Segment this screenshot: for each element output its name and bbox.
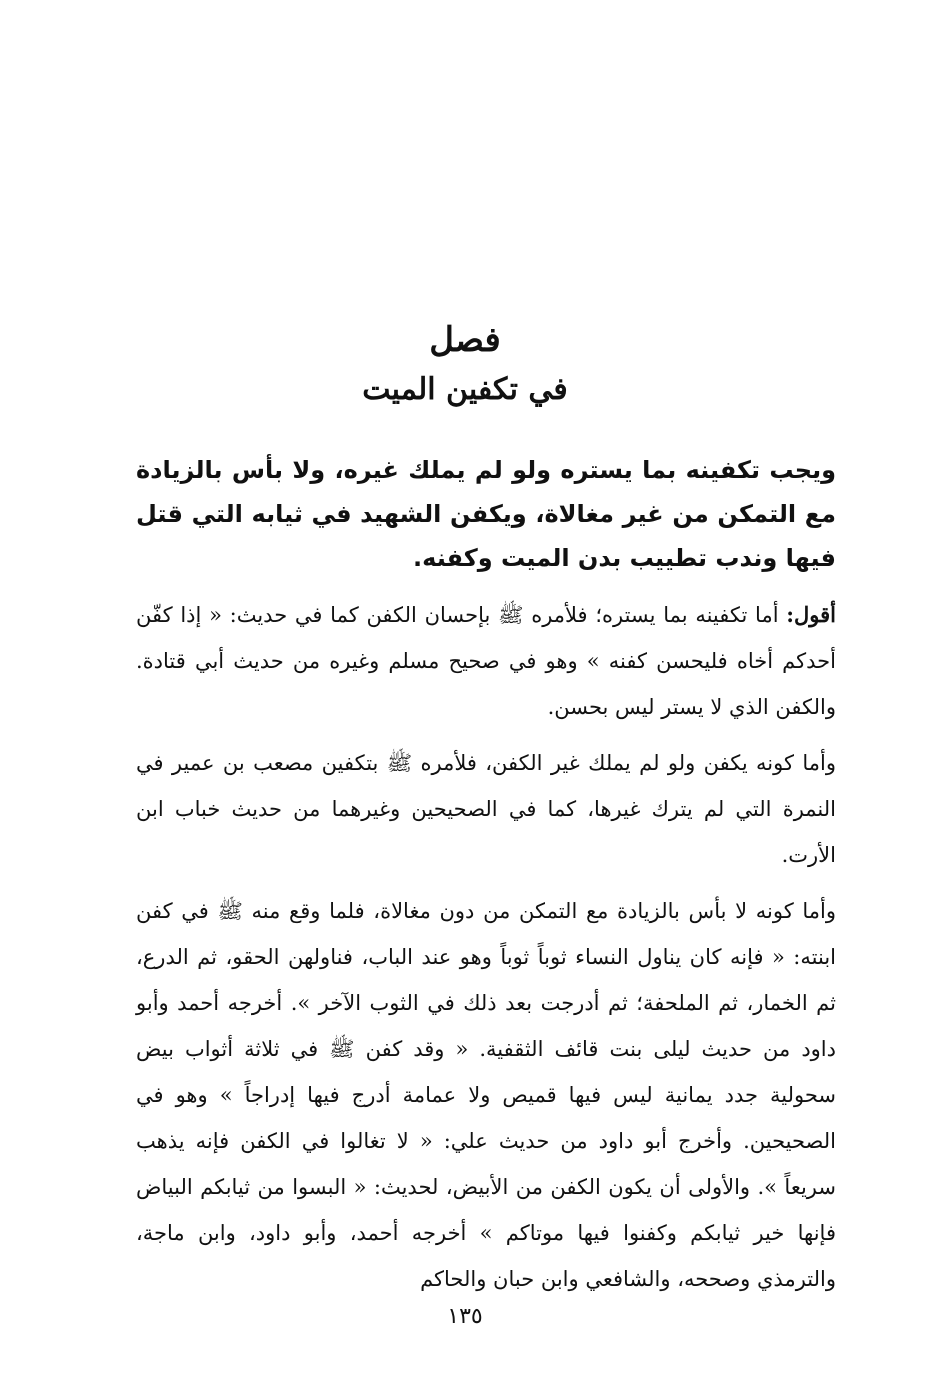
commentary-text: أما تكفينه بما يستره؛ فلأمره ﷺ بإحسان الكفن كما في حديث: « إذا كفّن أحدكم أخاه فليحسن كفنه » وهو في صحيح مسلم وغيره من حديث أبي قتادة. والكفن الذي لا يستر ليس بحسن. bbox=[136, 603, 836, 719]
section-subtitle: في تكفين الميت bbox=[362, 372, 568, 407]
commentary-paragraph bbox=[136, 592, 836, 730]
commentary-paragraph bbox=[136, 740, 836, 878]
commentary bbox=[136, 592, 836, 1312]
commentary-paragraph bbox=[136, 888, 836, 1302]
section-title: فصل bbox=[429, 320, 501, 360]
page-number: ١٣٥ bbox=[447, 1304, 483, 1329]
main-text: ويجب تكفينه بما يستره ولو لم يملك غيره، ولا بأس بالزيادة مع التمكن من غير مغالاة، ويكفن الشهيد في ثيابه التي قتل فيها وندب تطييب بدن الميت وكفنه. bbox=[136, 456, 836, 572]
commentary-text: وأما كونه يكفن ولو لم يملك غير الكفن، فلأمره ﷺ بتكفين مصعب بن عمير في النمرة التي لم يترك غيرها، كما في الصحيحين وغيرهما من حديث خباب ابن الأرت. bbox=[136, 751, 836, 867]
commentary-lead: أقول: bbox=[786, 602, 836, 627]
commentary-text: وأما كونه لا بأس بالزيادة مع التمكن من دون مغالاة، فلما وقع منه ﷺ في كفن ابنته: « فإنه كان يناول النساء ثوباً ثوباً وهو عند الباب، فناولهن الحقو، ثم الدرع، ثم الخمار، ثم الملحفة؛ ثم أدرجت بعد ذلك في الثوب الآخر ». أخرجه أحمد وأبو داود من حديث ليلى بنت قائف الثقفية. « وقد كفن ﷺ في ثلاثة أثواب بيض سحولية جدد يمانية ليس فيها قميص ولا عمامة أدرج فيها إدراجاً » وهو في الصحيحين. وأخرج أبو داود من حديث علي: « لا تغالوا في الكفن فإنه يذهب سريعاً ». والأولى أن يكون الكفن من الأبيض، لحديث: « البسوا من ثيابكم البياض فإنها خير ثيابكم وكفنوا فيها موتاكم » أخرجه أحمد، وأبو داود، وابن ماجة، والترمذي وصححه، والشافعي وابن حبان والحاكم bbox=[136, 899, 837, 1291]
